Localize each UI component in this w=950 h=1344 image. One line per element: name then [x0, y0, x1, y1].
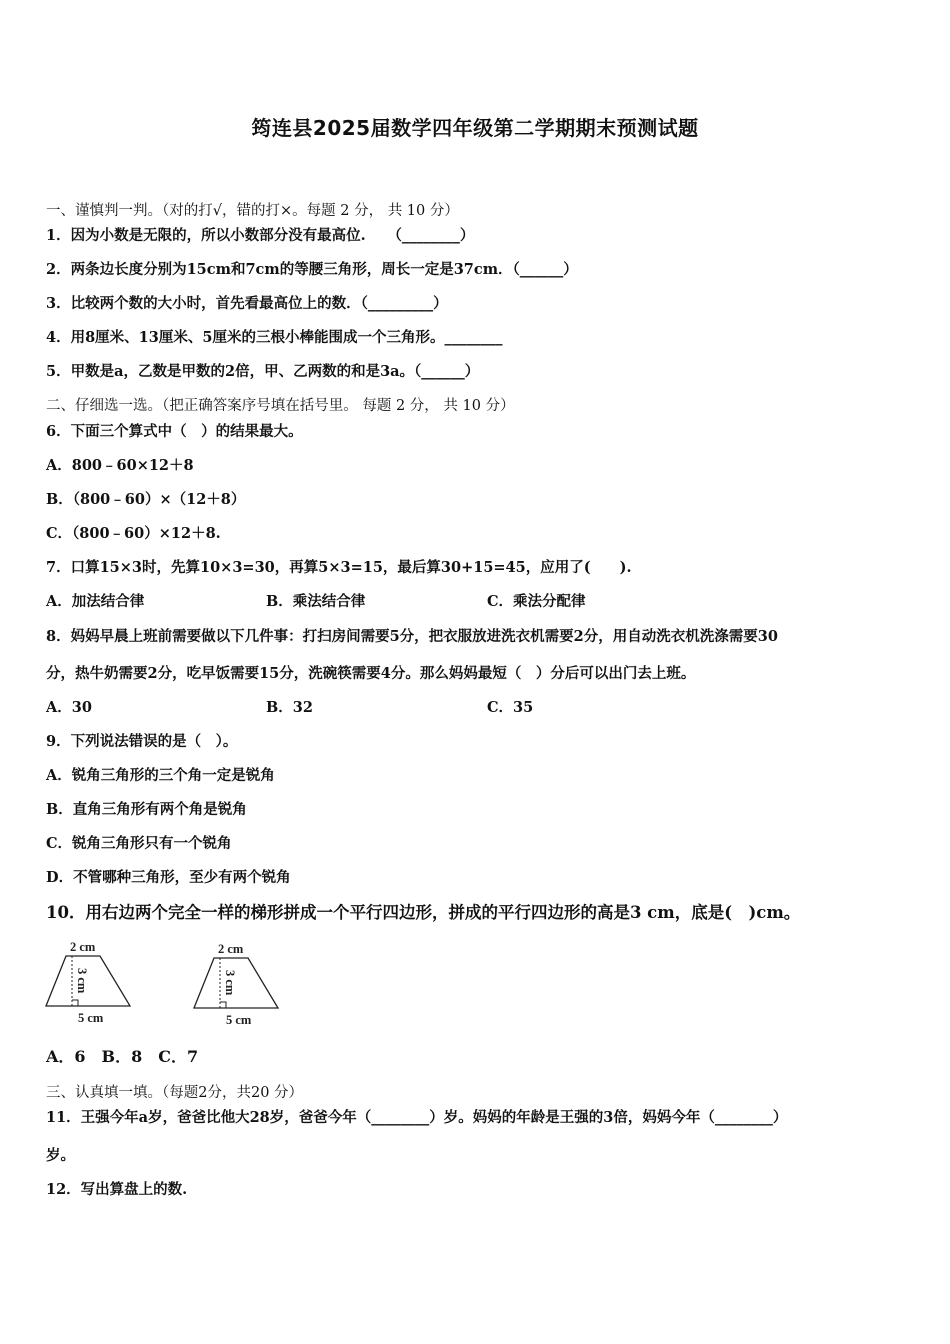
- question-8-line-2: 分，热牛奶需要2分，吃早饭需要15分，洗碗筷需要4分。那么妈妈最短（ ）分后可以出门去上班。: [46, 665, 696, 682]
- question-3: 3．比较两个数的大小时，首先看最高位上的数．（_________）: [46, 295, 448, 312]
- question-7-option-a: A．加法结合律: [46, 593, 145, 610]
- trapezoid-figure-2: [188, 940, 288, 1030]
- question-7-option-c: C．乘法分配律: [487, 593, 586, 610]
- section-heading-2: 二、仔细选一选。（把正确答案序号填在括号里。 每题 2 分， 共 10 分）: [46, 398, 515, 414]
- question-12: 12．写出算盘上的数.: [46, 1181, 188, 1198]
- trapezoid-bottom-label: 5 cm: [226, 1013, 252, 1027]
- question-10-options: A．6 B．8 C．7: [46, 1047, 199, 1066]
- question-9-option-d: D．不管哪种三角形，至少有两个锐角: [46, 869, 291, 886]
- question-7-option-b: B．乘法结合律: [266, 593, 366, 610]
- question-8-line-1: 8．妈妈早晨上班前需要做以下几件事：打扫房间需要5分，把衣服放进洗衣机需要2分，用自动洗衣机洗涤需要30: [46, 628, 778, 645]
- question-6-option-c: C．（800﹣60）×12＋8.: [46, 525, 221, 542]
- question-5: 5．甲数是a，乙数是甲数的2倍，甲、乙两数的和是3a。（______）: [46, 363, 480, 380]
- question-9-stem: 9．下列说法错误的是（ ）。: [46, 733, 238, 750]
- trapezoid-top-label: 2 cm: [70, 940, 96, 954]
- section-heading-1: 一、谨慎判一判。（对的打√，错的打×。每题 2 分， 共 10 分）: [46, 203, 459, 219]
- trapezoid-figure-1: [40, 938, 140, 1028]
- question-1: 1．因为小数是无限的，所以小数部分没有最高位. （________）: [46, 227, 475, 244]
- question-6-stem: 6．下面三个算式中（ ）的结果最大。: [46, 423, 303, 440]
- question-6-option-a: A．800﹣60×12＋8: [46, 457, 194, 474]
- question-8-option-a: A．30: [46, 699, 92, 716]
- question-9-option-b: B．直角三角形有两个角是锐角: [46, 801, 247, 818]
- question-4: 4．用8厘米、13厘米、5厘米的三根小棒能围成一个三角形。________: [46, 329, 503, 346]
- right-angle-mark: [220, 1002, 226, 1008]
- question-7-stem: 7．口算15×3时，先算10×3=30，再算5×3=15，最后算30+15=45，应用了( ).: [46, 559, 632, 576]
- trapezoid-height-label: 3 cm: [75, 968, 89, 994]
- question-2: 2．两条边长度分别为15cm和7cm的等腰三角形，周长一定是37cm．（______）: [46, 261, 578, 278]
- question-11-line-1: 11．王强今年a岁，爸爸比他大28岁，爸爸今年（________）岁。妈妈的年龄是王强的3倍，妈妈今年（________）: [46, 1109, 788, 1126]
- question-11-line-2: 岁。: [46, 1147, 75, 1164]
- right-angle-mark: [72, 1000, 78, 1006]
- section-heading-3: 三、认真填一填。（每题2分，共20 分）: [46, 1085, 304, 1101]
- question-10-stem: 10．用右边两个完全一样的梯形拼成一个平行四边形，拼成的平行四边形的高是3 cm，底是( )cm。: [46, 903, 801, 922]
- question-9-option-a: A．锐角三角形的三个角一定是锐角: [46, 767, 275, 784]
- question-8-option-c: C．35: [487, 699, 534, 716]
- trapezoid-bottom-label: 5 cm: [78, 1011, 104, 1025]
- question-6-option-b: B．（800﹣60）×（12＋8）: [46, 491, 246, 508]
- question-8-option-b: B．32: [266, 699, 313, 716]
- trapezoid-height-label: 3 cm: [223, 970, 237, 996]
- trapezoid-top-label: 2 cm: [218, 942, 244, 956]
- page-title: 筠连县2025届数学四年级第二学期期末预测试题: [251, 116, 699, 140]
- question-9-option-c: C．锐角三角形只有一个锐角: [46, 835, 232, 852]
